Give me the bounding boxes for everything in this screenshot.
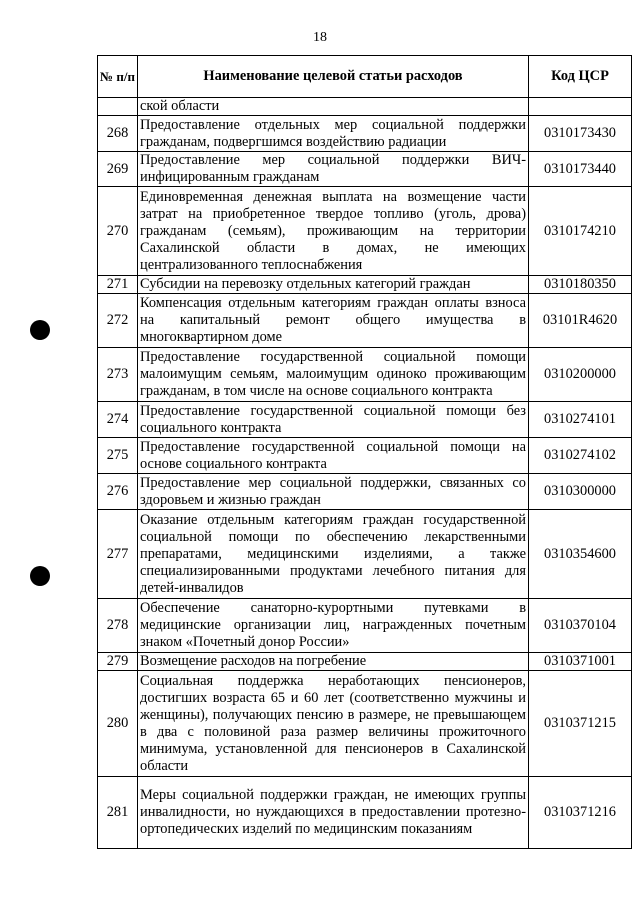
- table-row: [98, 653, 632, 671]
- row-name: ской области: [138, 98, 529, 116]
- row-code: 0310371215: [529, 671, 632, 777]
- row-name: Предоставление отдельных мер социальной поддержки гражданам, подвергшимся воздействию радиации: [138, 116, 529, 152]
- row-code: 0310173430: [529, 116, 632, 152]
- table-row: [98, 276, 632, 294]
- row-code: 0310274101: [529, 402, 632, 438]
- row-number: 281: [98, 777, 138, 849]
- table-row: [98, 187, 632, 276]
- table-row: [98, 98, 632, 116]
- budget-items-table: [97, 55, 632, 849]
- row-number: 280: [98, 671, 138, 777]
- row-name: Предоставление государственной социальной помощи малоимущим семьям, малоимущим одиноко проживающим гражданам, в том числе на основе социального контракта: [138, 348, 529, 402]
- column-header-number: № п/п: [98, 56, 138, 98]
- column-header-code: Код ЦСР: [529, 56, 632, 98]
- row-code: 0310370104: [529, 599, 632, 653]
- table-row: [98, 777, 632, 849]
- table-row: [98, 438, 632, 474]
- row-name: Единовременная денежная выплата на возмещение части затрат на приобретенное твердое топливо (уголь, дрова) гражданам (семьям), проживающим на территории Сахалинской области в домах, не имеющих централизованного теплоснабжения: [138, 187, 529, 276]
- row-code: 0310173440: [529, 152, 632, 187]
- row-name: Предоставление мер социальной поддержки, связанных со здоровьем и жизнью граждан: [138, 474, 529, 510]
- table-row: [98, 402, 632, 438]
- row-name: Социальная поддержка неработающих пенсионеров, достигших возраста 65 и 60 лет (соответственно мужчины и женщины), получающих пенсию в размере, не превышающем в два с половиной раза размер величины прожиточного минимума, установленной для пенсионеров в Сахалинской области: [138, 671, 529, 777]
- row-code: 0310274102: [529, 438, 632, 474]
- row-name: Предоставление государственной социальной помощи на основе социального контракта: [138, 438, 529, 474]
- row-number: 277: [98, 510, 138, 599]
- row-number: 271: [98, 276, 138, 294]
- table-row: [98, 510, 632, 599]
- page-number: 18: [313, 30, 327, 45]
- row-number: 279: [98, 653, 138, 671]
- row-name: Оказание отдельным категориям граждан государственной социальной помощи по обеспечению лекарственными препаратами, медицинскими изделиями, а также специализированными продуктами лечебного питания для детей-инвалидов: [138, 510, 529, 599]
- table-row: [98, 294, 632, 348]
- row-number: 268: [98, 116, 138, 152]
- row-number: 272: [98, 294, 138, 348]
- row-code: 0310300000: [529, 474, 632, 510]
- row-code: 0310371216: [529, 777, 632, 849]
- row-name: Субсидии на перевозку отдельных категорий граждан: [138, 276, 529, 294]
- row-code: 0310354600: [529, 510, 632, 599]
- column-header-name: Наименование целевой статьи расходов: [138, 56, 529, 98]
- table-row: [98, 474, 632, 510]
- table-header-row: [98, 56, 632, 98]
- row-number: 269: [98, 152, 138, 187]
- table-row: [98, 348, 632, 402]
- row-code: 03101R4620: [529, 294, 632, 348]
- row-name: Компенсация отдельным категориям граждан оплаты взноса на капитальный ремонт общего имущества в многоквартирном доме: [138, 294, 529, 348]
- row-number: 275: [98, 438, 138, 474]
- row-code: 0310174210: [529, 187, 632, 276]
- row-name: Возмещение расходов на погребение: [138, 653, 529, 671]
- row-code: 0310200000: [529, 348, 632, 402]
- row-name: Предоставление государственной социальной помощи без социального контракта: [138, 402, 529, 438]
- row-number: 274: [98, 402, 138, 438]
- table-row: [98, 599, 632, 653]
- row-code: [529, 98, 632, 116]
- row-code: 0310371001: [529, 653, 632, 671]
- table-row: [98, 116, 632, 152]
- row-number: 276: [98, 474, 138, 510]
- table-row: [98, 152, 632, 187]
- row-number: 278: [98, 599, 138, 653]
- row-code: 0310180350: [529, 276, 632, 294]
- row-number: [98, 98, 138, 116]
- row-name: Обеспечение санаторно-курортными путевками в медицинские организации лиц, награжденных почетным знаком «Почетный донор России»: [138, 599, 529, 653]
- row-number: 273: [98, 348, 138, 402]
- row-number: 270: [98, 187, 138, 276]
- row-name: Меры социальной поддержки граждан, не имеющих группы инвалидности, но нуждающихся в предоставлении протезно-ортопедических изделий по медицинским показаниям: [138, 777, 529, 849]
- binder-hole-top: [30, 320, 50, 340]
- binder-hole-bottom: [30, 566, 50, 586]
- row-name: Предоставление мер социальной поддержки ВИЧ-инфицированным гражданам: [138, 152, 529, 187]
- table-row: [98, 671, 632, 777]
